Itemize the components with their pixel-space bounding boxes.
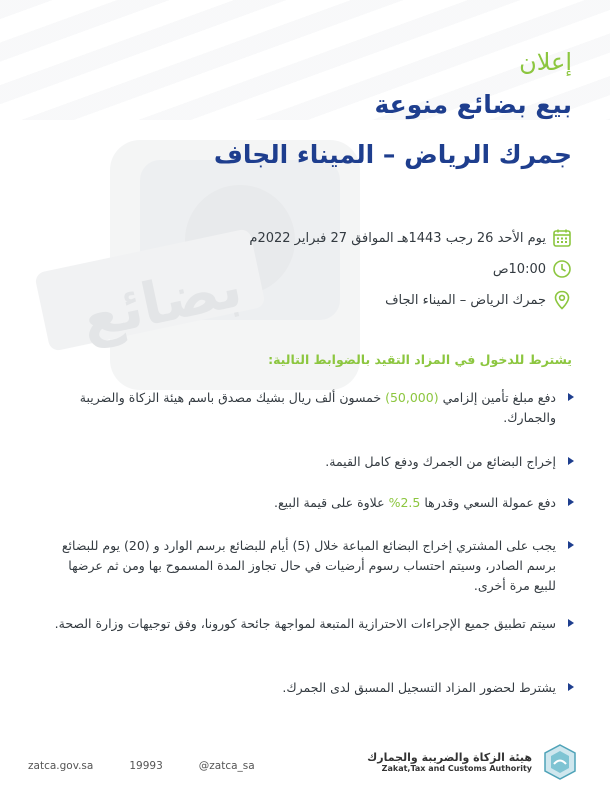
list-item-text: سيتم تطبيق جميع الإجراءات الاحترازية المتبعة لمواجهة جائحة كورونا، وفق توجيهات وزارة الصحة. [54,616,556,631]
list-item [52,493,572,513]
announcement-label: إعلان [519,48,572,76]
page-title: بيع بضائع منوعة [374,90,572,119]
list-item [52,536,572,596]
clock-icon [552,259,572,279]
list-item-highlight: (50,000) [385,390,439,405]
zatca-logo-icon [540,742,580,782]
bullet-arrow-icon [568,393,574,401]
footer-contacts [28,760,255,772]
bullet-arrow-icon [568,619,574,627]
list-item-text: دفع مبلغ تأمين إلزامي (50,000) خمسون ألف ريال بشيك مصدق باسم هيئة الزكاة والضريبة والجمارك. [79,390,556,425]
org-name-english: Zakat,Tax and Customs Authority [381,764,532,773]
date-row [249,228,572,248]
date-text: يوم الأحد 26 رجب 1443هـ الموافق 27 فبراير 2022م [249,230,546,246]
list-item-highlight: 2.5% [388,495,421,510]
location-pin-icon [552,290,572,310]
location-row [385,290,572,310]
social-handle[interactable]: @zatca_sa [198,760,255,772]
calendar-icon [552,228,572,248]
list-item [52,678,572,698]
list-item [52,452,572,472]
bullet-arrow-icon [568,541,574,549]
time-text: 10:00ص [492,261,546,277]
list-item-text: يشترط لحضور المزاد التسجيل المسبق لدى الجمرك. [282,680,556,695]
bullet-arrow-icon [568,683,574,691]
org-logo [367,742,580,782]
list-item-text: إخراج البضائع من الجمرك ودفع كامل القيمة. [325,454,556,469]
phone-number: 19993 [129,760,163,772]
list-item [52,614,572,634]
bullet-arrow-icon [568,457,574,465]
conditions-heading: يشترط للدخول في المزاد التقيد بالضوابط التالية: [268,352,572,367]
list-item-text: يجب على المشتري إخراج البضائع المباعة خلال (5) أيام للبضائع برسم الوارد و (20) يوم للبضائع برسم الصادر، وسيتم احتساب رسوم أرضيات في حال تجاوز المدة المسموح بها ومن ثم عرضها للبيع مرة أخرى. [61,538,556,593]
svg-text:بضائع: بضائع [74,251,248,352]
org-name-arabic: هيئة الزكاة والضريبة والجمارك [367,751,532,764]
bullet-arrow-icon [568,498,574,506]
page-subtitle: جمرك الرياض – الميناء الجاف [213,140,572,169]
list-item-text: دفع عمولة السعي وقدرها 2.5% علاوة على قيمة البيع. [274,495,556,510]
website-link[interactable]: zatca.gov.sa [28,760,94,772]
list-item [52,388,572,428]
time-row [493,259,572,279]
location-text: جمرك الرياض – الميناء الجاف [385,292,546,308]
